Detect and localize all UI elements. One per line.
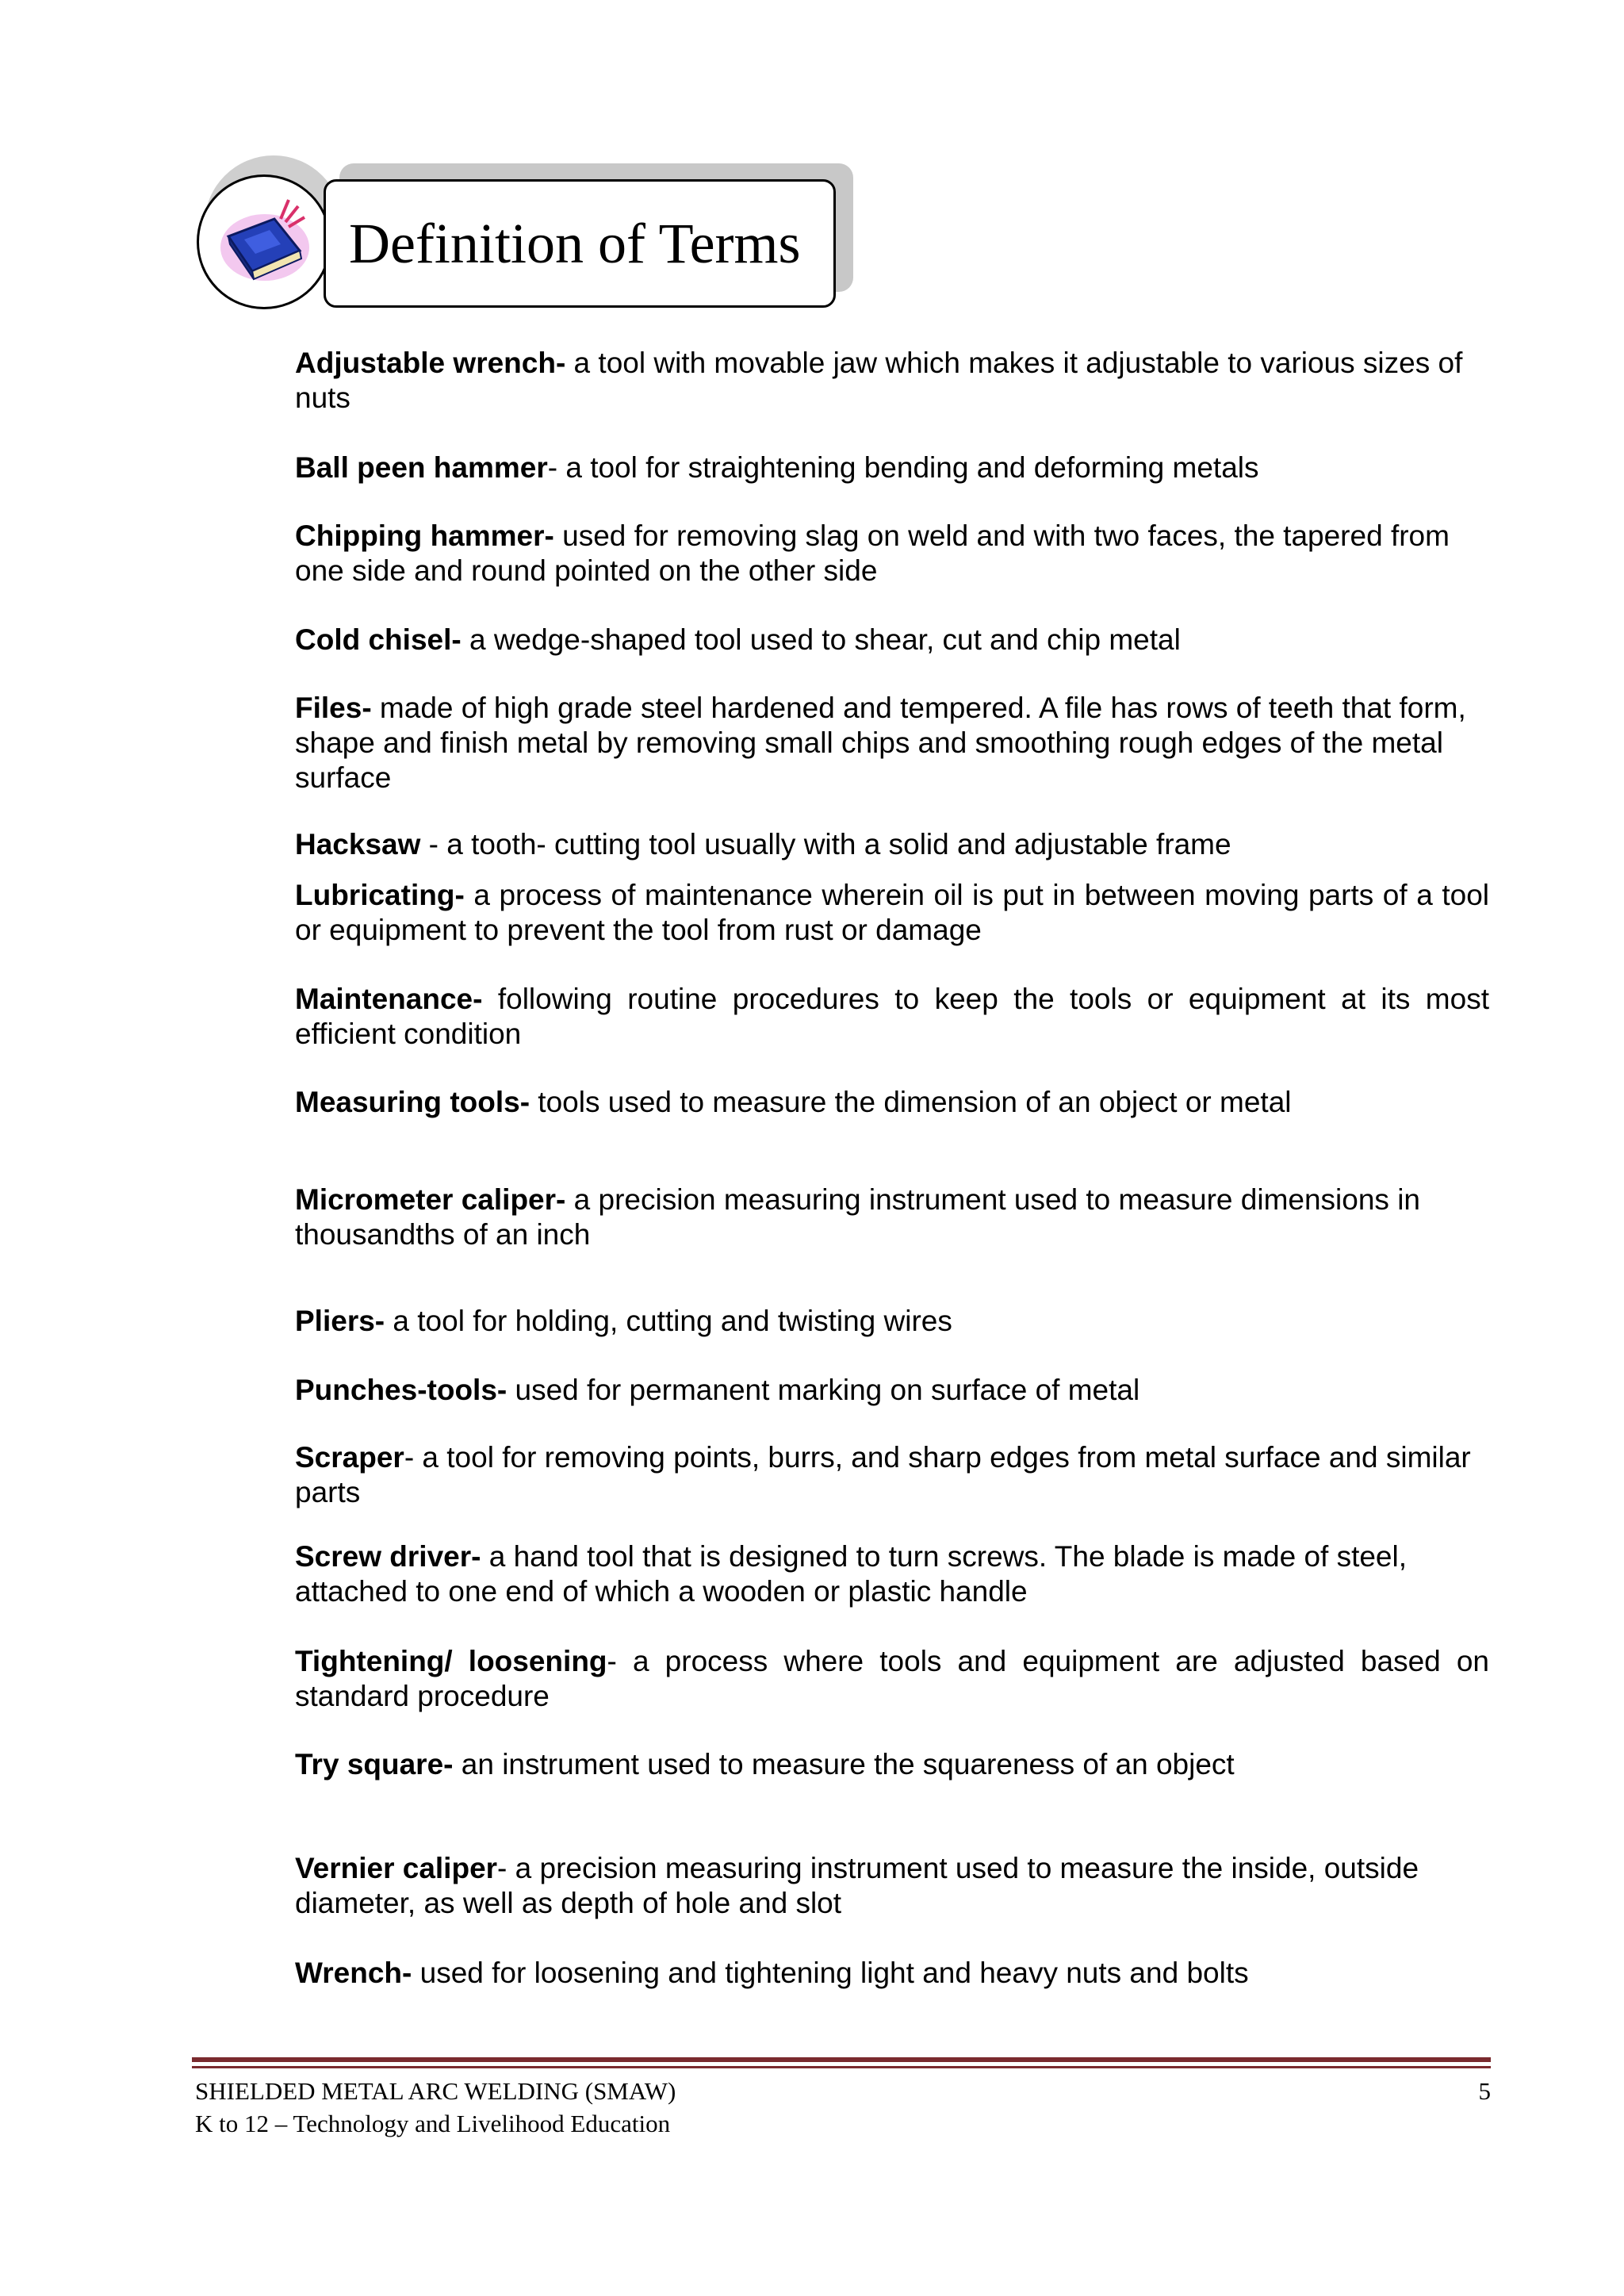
footer-course-title: SHIELDED METAL ARC WELDING (SMAW)	[195, 2077, 676, 2105]
term-definition: a process of maintenance wherein oil is put in between moving parts of a tool or equipment to prevent the tool from rust or damage	[295, 879, 1489, 946]
page-title: Definition of Terms	[349, 212, 801, 275]
term-definition: a precision measuring instrument used to measure dimensions in thousandths of an inch	[295, 1183, 1421, 1251]
term-label: Screw driver-	[295, 1540, 481, 1573]
term-label: Punches-tools-	[295, 1374, 508, 1406]
term-micrometer-caliper	[295, 1182, 1489, 1252]
term-definition: made of high grade steel hardened and tempered. A file has rows of teeth that form, shape and finish metal by removing small chips and smoothing rough edges of the metal surface	[295, 692, 1466, 794]
term-chipping-hammer	[295, 519, 1489, 588]
term-label: Micrometer caliper-	[295, 1183, 566, 1216]
term-label: Files-	[295, 692, 372, 724]
term-label: Adjustable wrench-	[295, 347, 566, 379]
term-vernier-caliper	[295, 1851, 1489, 1921]
term-maintenance	[295, 982, 1489, 1052]
term-adjustable-wrench	[295, 346, 1489, 416]
term-definition: - a tooth- cutting tool usually with a solid and adjustable frame	[420, 828, 1231, 861]
term-lubricating	[295, 878, 1489, 948]
term-definition: used for permanent marking on surface of metal	[507, 1374, 1140, 1406]
footer-program-name: K to 12 – Technology and Livelihood Education	[195, 2110, 671, 2137]
term-punches-tools	[295, 1373, 1489, 1408]
term-label: Pliers-	[295, 1305, 385, 1337]
term-definition: a tool with movable jaw which makes it adjustable to various sizes of nuts	[295, 347, 1463, 414]
term-wrench	[295, 1956, 1489, 1991]
term-label: Tightening/ loosening	[295, 1645, 607, 1677]
term-definition: used for removing slag on weld and with two faces, the tapered from one side and round pointed on the other side	[295, 519, 1450, 587]
term-hacksaw	[295, 827, 1489, 862]
term-label: Lubricating-	[295, 879, 465, 911]
term-label: Maintenance-	[295, 983, 483, 1015]
term-try-square	[295, 1747, 1489, 1782]
term-screw-driver	[295, 1539, 1489, 1609]
term-cold-chisel	[295, 623, 1489, 657]
term-definition: - a tool for removing points, burrs, and sharp edges from metal surface and similar parts	[295, 1441, 1471, 1508]
term-definition: following routine procedures to keep the tools or equipment at its most efficient condition	[295, 983, 1489, 1050]
term-definition: - a precision measuring instrument used to measure the inside, outside diameter, as well as depth of hole and slot	[295, 1852, 1419, 1919]
term-definition: a tool for holding, cutting and twisting wires	[385, 1305, 952, 1337]
term-definition: a hand tool that is designed to turn screws. The blade is made of steel, attached to one end of which a wooden or plastic handle	[295, 1540, 1408, 1608]
term-tightening-loosening	[295, 1644, 1489, 1714]
term-label: Measuring tools-	[295, 1086, 530, 1118]
term-definition: a wedge-shaped tool used to shear, cut and chip metal	[461, 623, 1181, 656]
term-definition: - a tool for straightening bending and deforming metals	[547, 451, 1259, 484]
term-label: Try square-	[295, 1748, 454, 1780]
term-label: Scraper	[295, 1441, 404, 1474]
term-definition: used for loosening and tightening light and heavy nuts and bolts	[412, 1957, 1249, 1989]
term-definition: tools used to measure the dimension of an object or metal	[530, 1086, 1292, 1118]
page-number: 5	[1478, 2077, 1491, 2105]
book-icon	[213, 195, 316, 290]
term-label: Hacksaw	[295, 828, 421, 861]
term-label: Vernier caliper	[295, 1852, 498, 1884]
term-files	[295, 691, 1489, 795]
term-label: Ball peen hammer	[295, 451, 548, 484]
term-pliers	[295, 1304, 1489, 1339]
footer-rule-thin	[192, 2066, 1491, 2068]
term-measuring-tools	[295, 1085, 1489, 1120]
term-label: Wrench-	[295, 1957, 412, 1989]
term-label: Cold chisel-	[295, 623, 462, 656]
term-ball-peen-hammer	[295, 450, 1489, 485]
term-scraper	[295, 1440, 1489, 1510]
term-label: Chipping hammer-	[295, 519, 554, 552]
footer-rule	[192, 2057, 1491, 2062]
term-definition: an instrument used to measure the squareness of an object	[453, 1748, 1235, 1780]
term-definition: - a process where tools and equipment are adjusted based on standard procedure	[295, 1645, 1489, 1712]
